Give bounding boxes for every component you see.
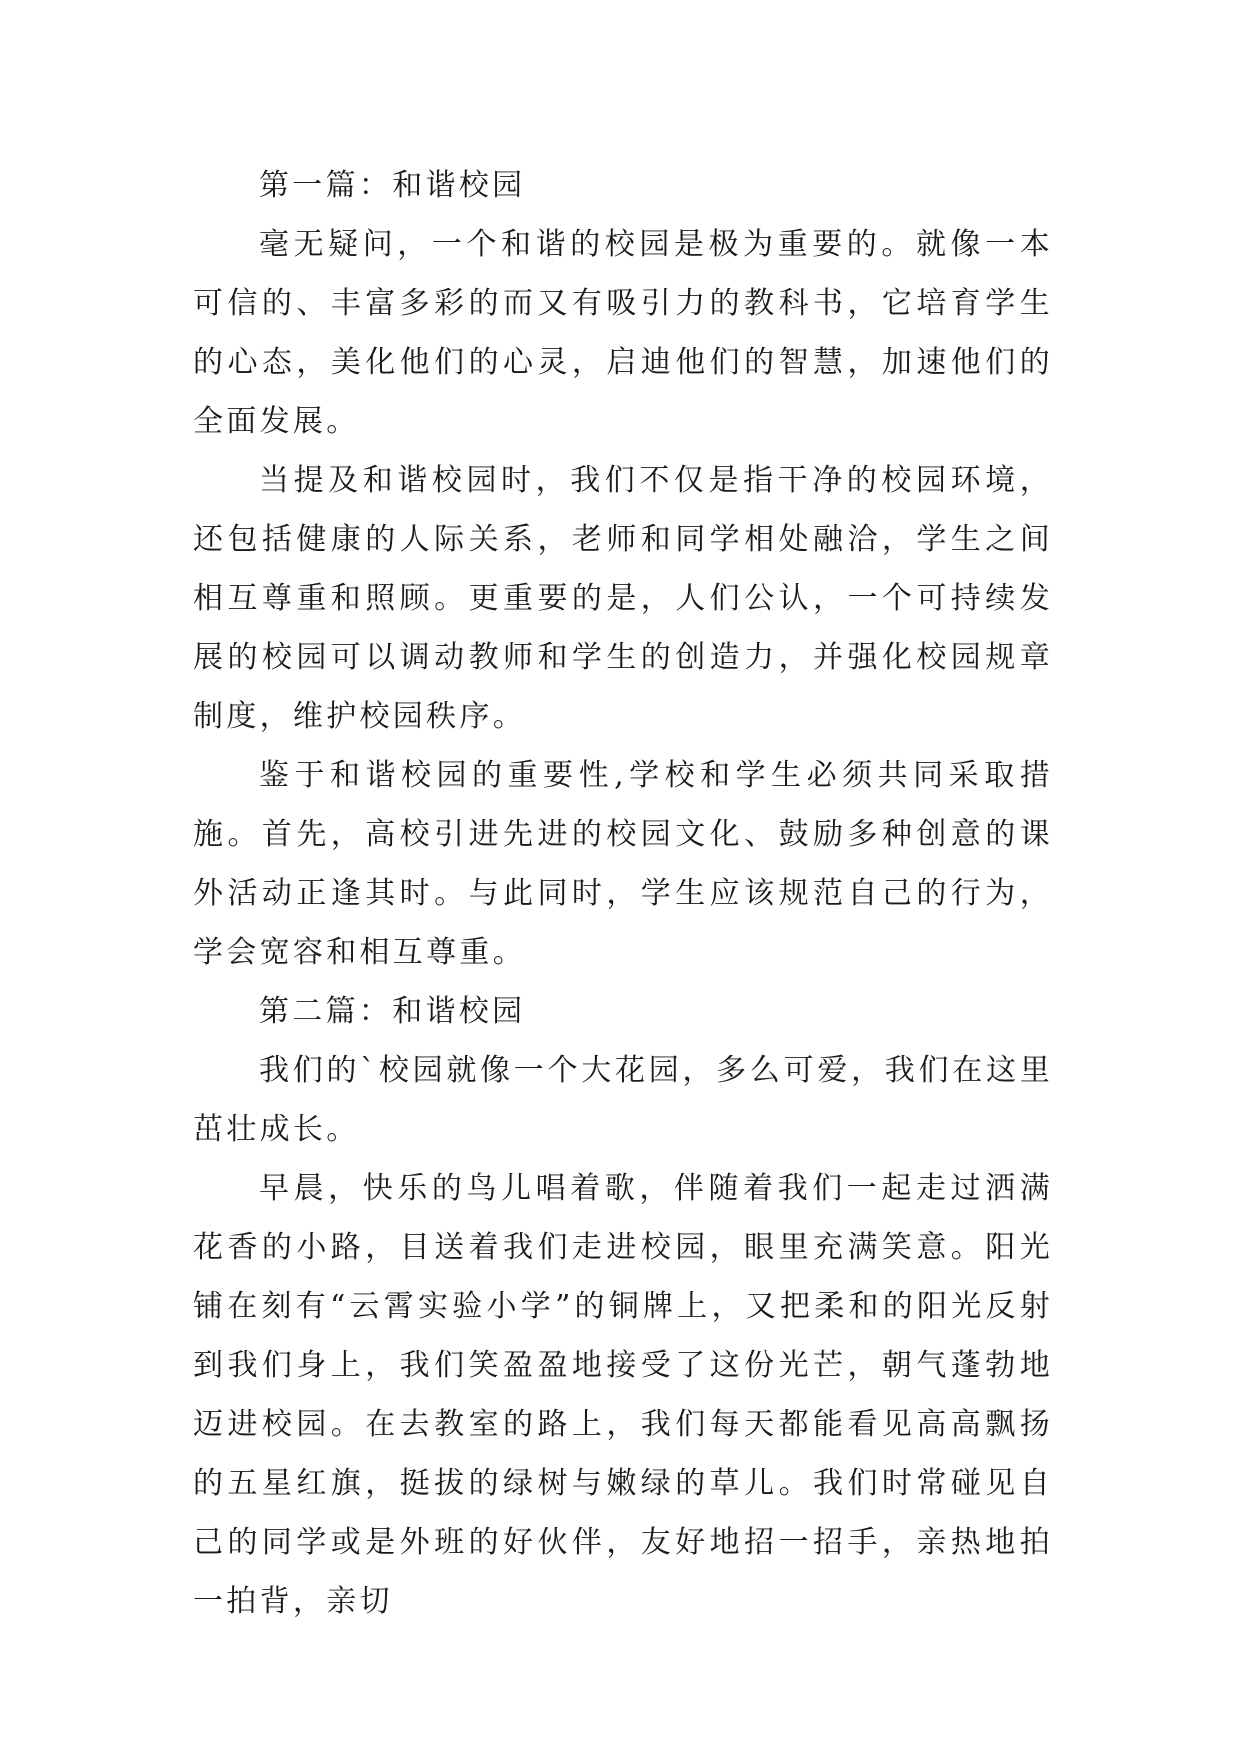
section-2-paragraph-2: 早晨，快乐的鸟儿唱着歌，伴随着我们一起走过洒满花香的小路，目送着我们走进校园，眼里充满笑意。阳光铺在刻有“云霄实验小学”的铜牌上，又把柔和的阳光反射到我们身上，我们笑盈盈地接受了这份光芒，朝气蓬勃地迈进校园。在去教室的路上，我们每天都能看见高高飘扬的五星红旗，挺拔的绿树与嫩绿的草儿。我们时常碰见自己的同学或是外班的好伙伴，友好地招一招手，亲热地拍一拍背，亲切 xyxy=(193,1171,1053,1619)
section-1-paragraph-3: 鉴于和谐校园的重要性,学校和学生必须共同采取措施。首先，高校引进先进的校园文化、鼓励多种创意的课外活动正逢其时。与此同时，学生应该规范自己的行为，学会宽容和相互尊重。 xyxy=(193,758,1053,970)
section-1-heading: 第一篇：和谐校园 xyxy=(259,168,526,203)
document-page xyxy=(193,156,1053,1631)
section-1-paragraph-1: 毫无疑问，一个和谐的校园是极为重要的。就像一本可信的、丰富多彩的而又有吸引力的教科书，它培育学生的心态，美化他们的心灵，启迪他们的智慧，加速他们的全面发展。 xyxy=(193,227,1053,439)
section-1-paragraph-2: 当提及和谐校园时，我们不仅是指干净的校园环境，还包括健康的人际关系，老师和同学相处融洽，学生之间相互尊重和照顾。更重要的是，人们公认，一个可持续发展的校园可以调动教师和学生的创造力，并强化校园规章制度，维护校园秩序。 xyxy=(193,463,1053,734)
section-2-heading: 第二篇：和谐校园 xyxy=(259,994,526,1029)
section-2-paragraph-1: 我们的`校园就像一个大花园，多么可爱，我们在这里茁壮成长。 xyxy=(193,1053,1053,1147)
